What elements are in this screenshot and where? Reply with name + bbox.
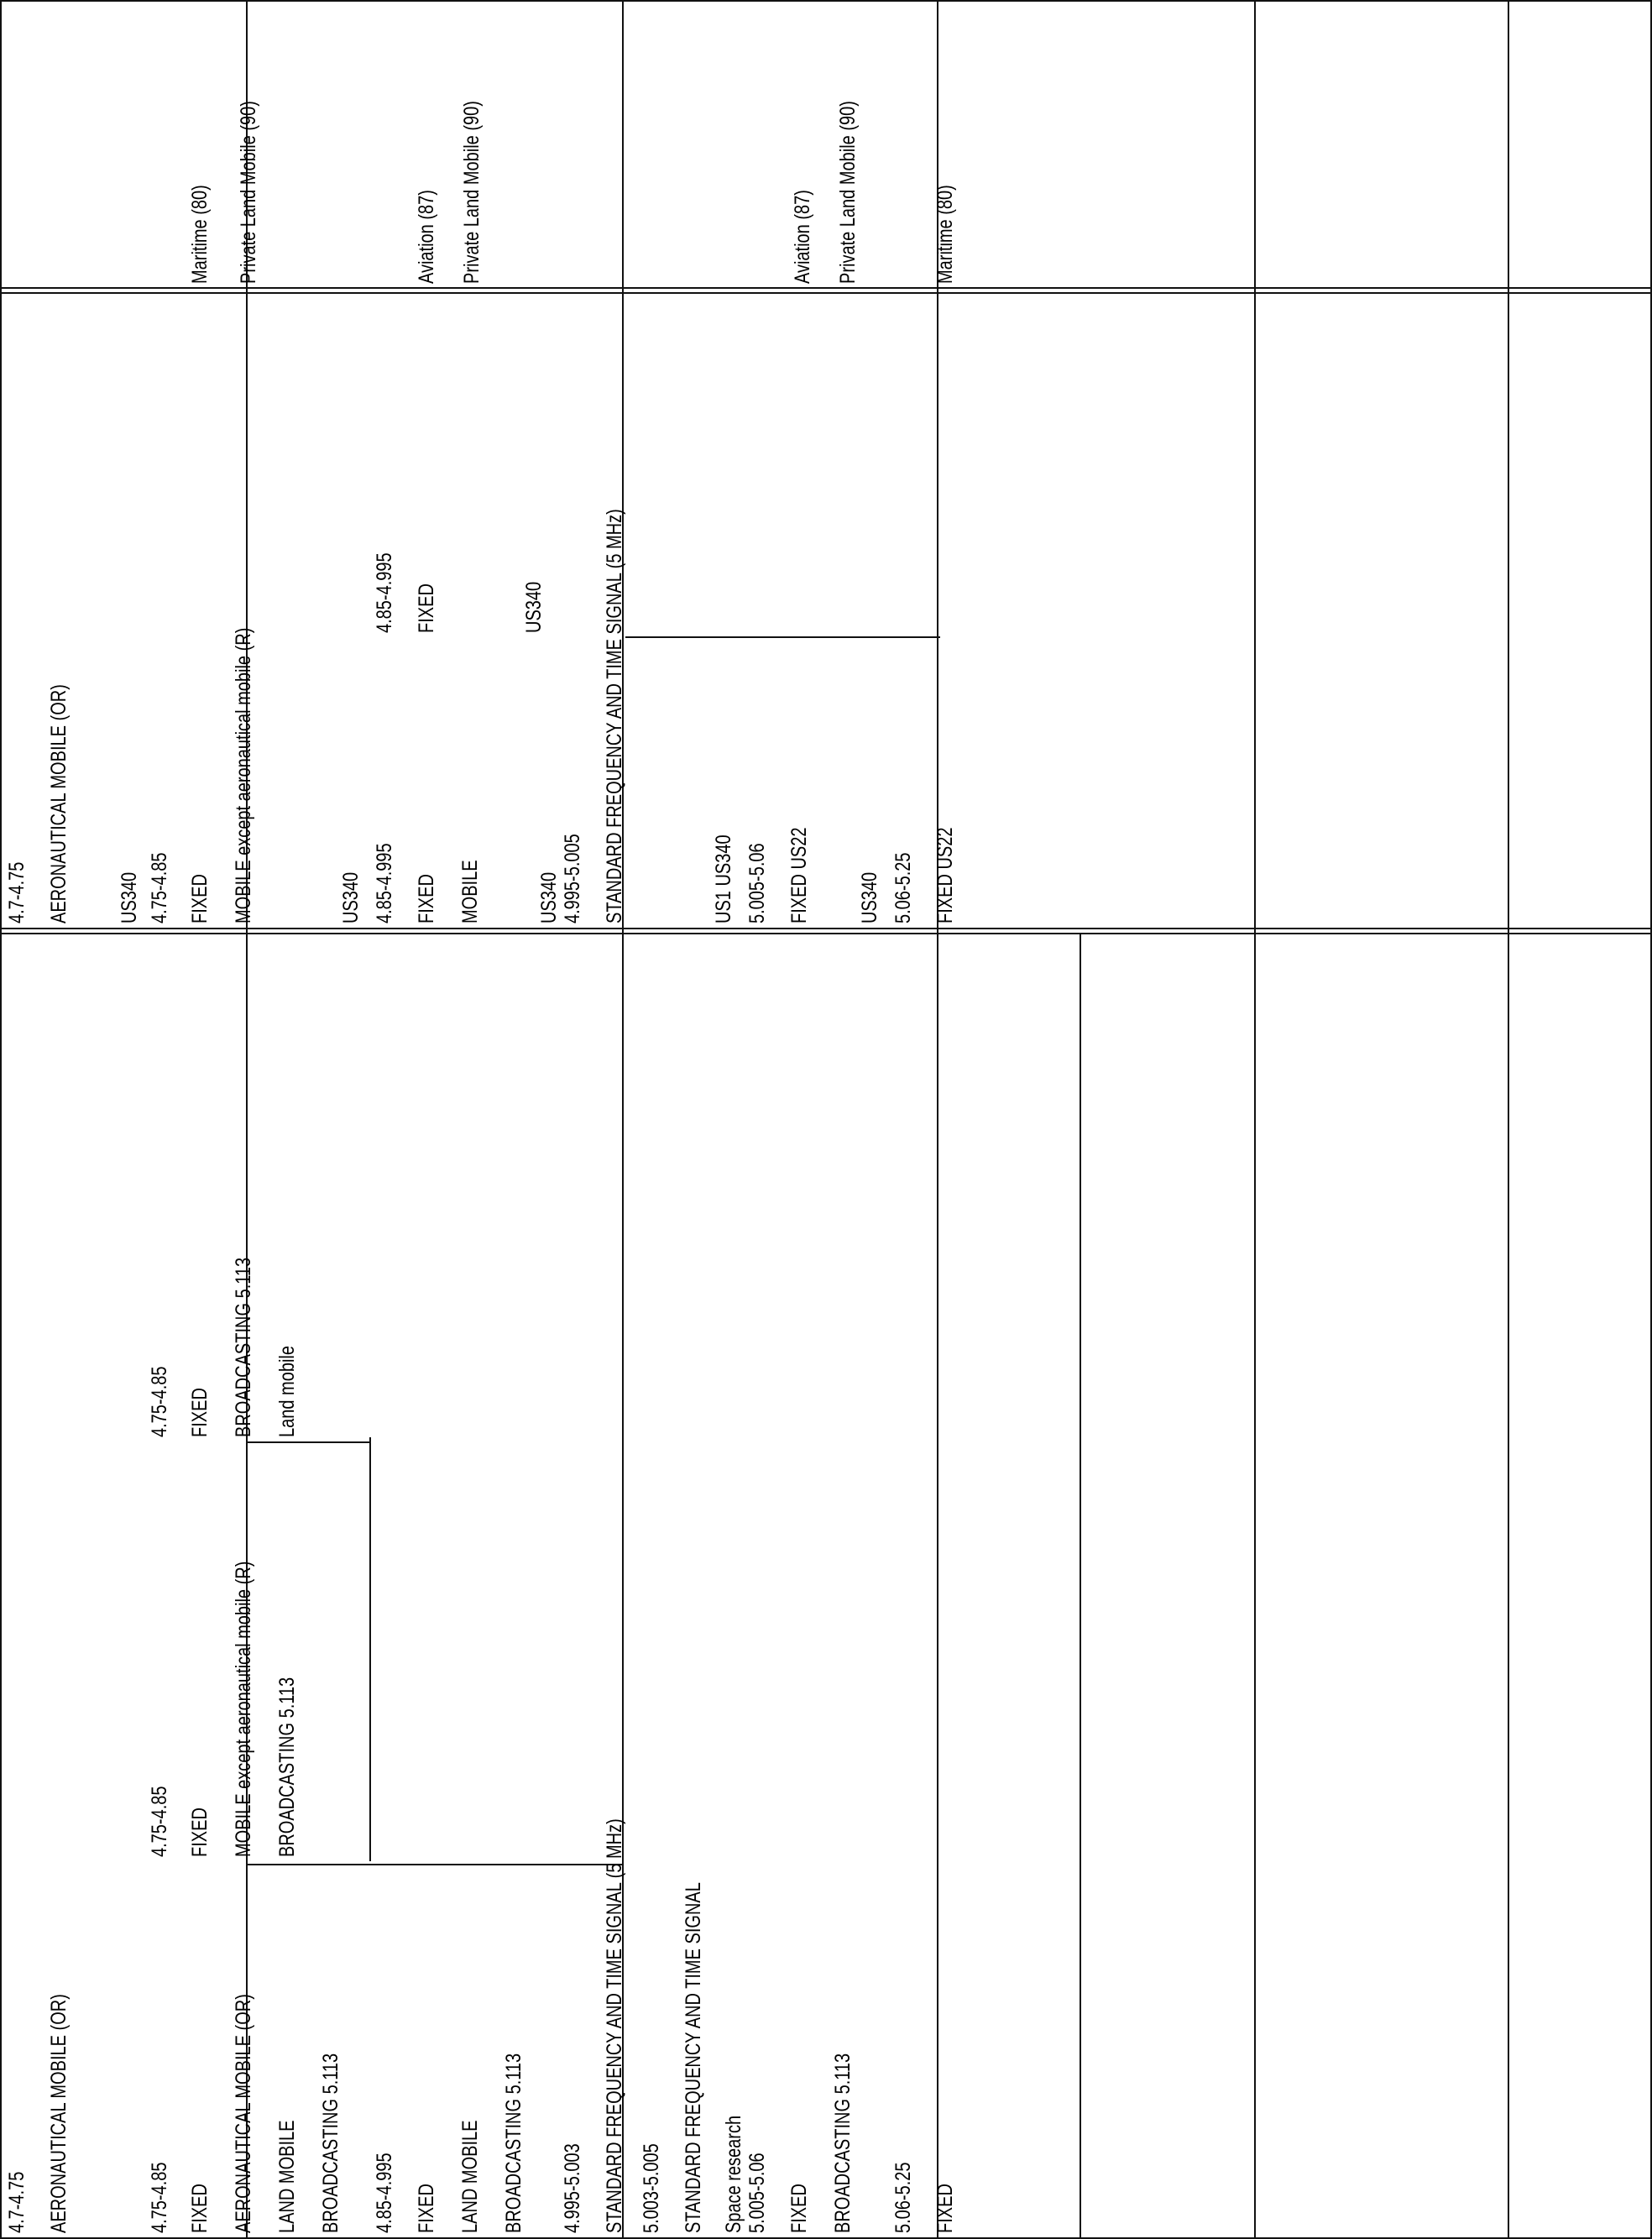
us-r2-footnote: US340 bbox=[339, 871, 363, 923]
intl-r2b-range: 4.75-4.85 bbox=[148, 1786, 171, 1857]
intl-r2-range: 4.75-4.85 bbox=[148, 2162, 171, 2233]
row-divider bbox=[246, 1441, 370, 1443]
us-r3b-footnote: US340 bbox=[522, 581, 546, 633]
row-divider bbox=[0, 933, 1652, 934]
us-r3-service-mobile: MOBILE bbox=[458, 860, 482, 923]
intl-r1-range: 4.7-4.75 bbox=[5, 2171, 29, 2233]
intl-r6-range: 5.005-5.06 bbox=[745, 2153, 769, 2233]
intl-r2-service-fixed: FIXED bbox=[188, 2184, 212, 2233]
us-r6-range: 5.06-5.25 bbox=[891, 852, 915, 923]
intl-r2b-service-mobile: MOBILE except aeronautical mobile (R) bbox=[232, 1561, 255, 1857]
intl-r5-service-space: Space research bbox=[722, 2115, 745, 2233]
intl-r3-service-bcast: BROADCASTING 5.113 bbox=[502, 2053, 525, 2233]
us-r1-service: AERONAUTICAL MOBILE (OR) bbox=[47, 684, 71, 923]
intl-r2b-service-fixed: FIXED bbox=[188, 1807, 212, 1857]
row-divider bbox=[0, 292, 1652, 294]
column-divider bbox=[1508, 0, 1509, 2239]
rules-r5-aviation: Aviation (87) bbox=[791, 190, 814, 284]
column-divider bbox=[1080, 934, 1081, 2237]
us-r3-footnote: US340 bbox=[537, 871, 561, 923]
us-r6-service: FIXED US22 bbox=[933, 827, 957, 923]
us-r2-range: 4.75-4.85 bbox=[148, 852, 171, 923]
intl-r6-service-fixed: FIXED bbox=[787, 2184, 811, 2233]
intl-r6-service-bcast: BROADCASTING 5.113 bbox=[831, 2053, 855, 2233]
us-r5-service: FIXED US22 bbox=[787, 827, 811, 923]
intl-r3-service-land: LAND MOBILE bbox=[458, 2120, 482, 2233]
us-r1-footnote: US340 bbox=[118, 871, 141, 923]
column-divider bbox=[369, 1437, 371, 1861]
us-r4-range: 4.995-5.005 bbox=[561, 834, 584, 923]
us-r2-service-fixed: FIXED bbox=[188, 874, 212, 923]
row-divider bbox=[0, 0, 1652, 2]
row-divider bbox=[0, 928, 1652, 929]
us-r5-range: 5.005-5.06 bbox=[745, 843, 769, 923]
intl-r2-service-bcast: BROADCASTING 5.113 bbox=[319, 2053, 342, 2233]
rules-r3-plm: Private Land Mobile (90) bbox=[460, 101, 484, 284]
column-divider bbox=[246, 0, 248, 2239]
row-divider bbox=[246, 1864, 622, 1865]
intl-r2c-range: 4.75-4.85 bbox=[148, 1366, 171, 1437]
us-r3b-range: 4.85-4.995 bbox=[373, 552, 396, 633]
us-r5-footnote: US340 bbox=[858, 871, 881, 923]
rules-r2-maritime: Maritime (80) bbox=[188, 185, 212, 284]
intl-r3-service-fixed: FIXED bbox=[415, 2184, 438, 2233]
us-r4-service: STANDARD FREQUENCY AND TIME SIGNAL (5 MHz) bbox=[603, 509, 626, 923]
us-r1-range: 4.7-4.75 bbox=[5, 861, 29, 923]
intl-r2b-service-bcast: BROADCASTING 5.113 bbox=[275, 1677, 299, 1857]
us-r3-service-fixed: FIXED bbox=[415, 874, 438, 923]
column-divider bbox=[1254, 0, 1256, 2239]
intl-r7-range: 5.06-5.25 bbox=[891, 2162, 915, 2233]
intl-r4-service: STANDARD FREQUENCY AND TIME SIGNAL (5 MHz) bbox=[603, 1818, 626, 2233]
intl-r3-range: 4.85-4.995 bbox=[373, 2153, 396, 2233]
us-r3b-service-fixed: FIXED bbox=[415, 583, 438, 633]
intl-r2-service-land: LAND MOBILE bbox=[275, 2120, 299, 2233]
us-r4-footnote: US1 US340 bbox=[712, 834, 735, 923]
column-divider bbox=[937, 0, 938, 2239]
intl-r7-service-fixed: FIXED bbox=[933, 2184, 957, 2233]
intl-r4-range: 4.995-5.003 bbox=[561, 2143, 584, 2233]
us-r3-range: 4.85-4.995 bbox=[373, 843, 396, 923]
rules-r5-plm: Private Land Mobile (90) bbox=[836, 101, 860, 284]
column-divider bbox=[0, 0, 2, 2239]
rules-r2-plm: Private Land Mobile (90) bbox=[237, 101, 260, 284]
us-r2-service-mobile: MOBILE except aeronautical mobile (R) bbox=[232, 627, 255, 923]
intl-r1-service: AERONAUTICAL MOBILE (OR) bbox=[47, 1994, 71, 2233]
intl-r2c-service-fixed: FIXED bbox=[188, 1388, 212, 1437]
intl-r2c-service-bcast: BROADCASTING 5.113 bbox=[232, 1257, 255, 1437]
row-divider bbox=[625, 636, 940, 638]
intl-r5-range: 5.003-5.005 bbox=[640, 2143, 663, 2233]
intl-r5-service-sfts: STANDARD FREQUENCY AND TIME SIGNAL bbox=[682, 1882, 705, 2233]
intl-r2-service-aero: AERONAUTICAL MOBILE (OR) bbox=[232, 1994, 255, 2233]
rules-r6-maritime: Maritime (80) bbox=[933, 185, 957, 284]
intl-r2c-service-land: Land mobile bbox=[275, 1346, 299, 1437]
row-divider bbox=[0, 287, 1652, 289]
rules-r3-aviation: Aviation (87) bbox=[415, 190, 438, 284]
